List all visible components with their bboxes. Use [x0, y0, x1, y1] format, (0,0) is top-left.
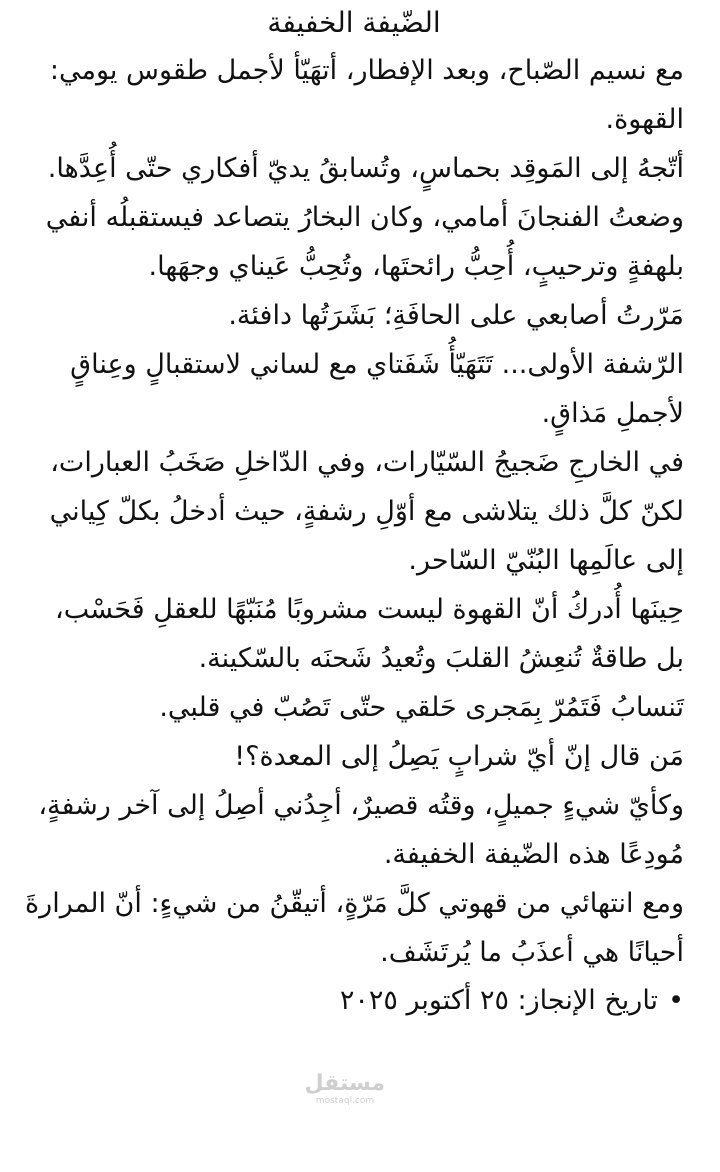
paragraph: مَرّرتُ أصابعي على الحافَةِ؛ بَشَرَتُها دافئة.: [228, 300, 684, 331]
watermark-brand: مستقل: [304, 1071, 385, 1096]
paragraph: مع نسيم الصّباح، وبعد الإفطار، أتهَيّأ لأجمل طقوس يومي: القهوة.: [49, 55, 684, 135]
paragraph: وكأيّ شيءٍ جميلٍ، وقتُه قصيرٌ، أجِدُني أصِلُ إلى آخر رشفةٍ، مُودِعًا هذه الضّيفة الخفيفة.: [38, 790, 684, 870]
bullet-icon: •: [668, 985, 684, 1016]
completion-date: [24, 977, 684, 1025]
paragraph: تَنسابُ فَتَمُرّ بِمَجرى حَلقي حتّى تَصُبّ في قلبي.: [159, 692, 684, 723]
paragraph: في الخارجِ ضَجيجُ السّيّارات، وفي الدّاخلِ صَخَبُ العبارات، لكنّ كلَّ ذلك يتلاشى مع أوّلِ رشفةٍ، حيث أدخلُ بكلّ كِياني إلى عالَمِها البُنّيّ السّاحر.: [49, 447, 684, 576]
watermark-logo: [305, 1072, 385, 1106]
paragraph: أتّجهُ إلى المَوقِد بحماسٍ، وتُسابقُ يديّ أفكاري حتّى أُعِدَّها.: [47, 153, 684, 184]
paragraph: ومع انتهائي من قهوتي كلَّ مَرّةٍ، أتيقّنُ من شيءٍ: أنّ المرارةَ أحيانًا هي أعذَبُ ما يُرتَشَف.: [25, 888, 684, 968]
paragraph: مَن قال إنّ أيّ شرابٍ يَصِلُ إلى المعدة؟!: [234, 741, 684, 772]
document-title: الضّيفة الخفيفة: [267, 6, 441, 39]
watermark-domain: mostaql.com: [315, 1096, 375, 1106]
paragraph: الرّشفة الأولى... تَتَهَيّأُ شَفَتاي مع لساني لاستقبالٍ وعِناقٍ لأجملِ مَذاقٍ.: [70, 349, 684, 429]
completion-date-text: تاريخ الإنجاز: ٢٥ أكتوبر ٢٠٢٥: [339, 985, 659, 1016]
paragraph: وضعتُ الفنجانَ أمامي، وكان البخارُ يتصاعد فيستقبلُه أنفي بلهفةٍ وترحيبٍ، أُحِبُّ رائحتَها، وتُحِبُّ عَيناي وجهَها.: [45, 202, 684, 282]
paragraph: حِينَها أُدركُ أنّ القهوة ليست مشروبًا مُنَبّهًا للعقلِ فَحَسْب، بل طاقةٌ تُنعِشُ القلبَ وتُعيدُ شَحنَه بالسّكينة.: [55, 594, 684, 674]
